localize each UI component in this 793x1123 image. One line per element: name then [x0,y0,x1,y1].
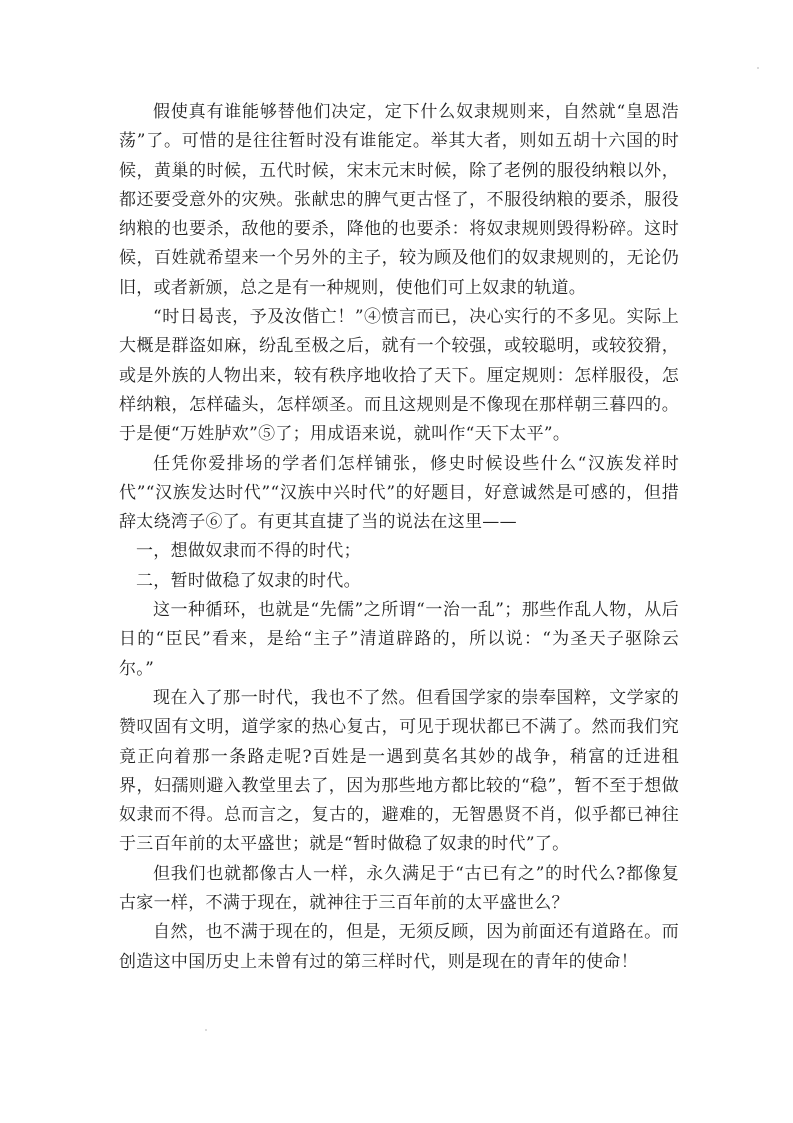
scan-speck [757,67,759,69]
essay-text [119,98,679,977]
paragraph-3: 任凭你爱排场的学者们怎样铺张，修史时候设些什么“汉族发祥时代”“汉族发达时代”“汉族中兴时代”的好题目，好意诚然是可感的，但措辞太绕湾子⑥了。有更其直捷了当的说法在这里—— [119,453,679,533]
paragraph-2: “时日曷丧，予及汝偕亡！”④愤言而已，决心实行的不多见。实际上大概是群盗如麻，纷乱至极之后，就有一个较强，或较聪明，或较狡猾，或是外族的人物出来，较有秩序地收拾了天下。厘定规则：怎样服役，怎样纳粮，怎样磕头，怎样颂圣。而且这规则是不像现在那样朝三暮四的。于是便“万姓胪欢”⑤了；用成语来说，就叫作“天下太平”。 [119,307,679,445]
scan-speck [205,1029,207,1031]
paragraph-1: 假使真有谁能够替他们决定，定下什么奴隶规则来，自然就“皇恩浩荡”了。可惜的是往往暂时没有谁能定。举其大者，则如五胡十六国的时候，黄巢的时候，五代时候，宋末元末时候，除了老例的服役纳粮以外，都还要受意外的灾殃。张献忠的脾气更古怪了，不服役纳粮的要杀，服役纳粮的也要杀，敌他的要杀，降他的也要杀：将奴隶规则毁得粉碎。这时候，百姓就希望来一个另外的主子，较为顾及他们的奴隶规则的，无论仍旧，或者新颁，总之是有一种规则，使他们可上奴隶的轨道。 [119,102,679,298]
list-item-1: 一，想做奴隶而不得的时代； [136,541,361,562]
paragraph-5: 现在入了那一时代，我也不了然。但看国学家的崇奉国粹，文学家的赞叹固有文明，道学家的热心复古，可见于现状都已不满了。然而我们究竟正向着那一条路走呢?百姓是一遇到莫名其妙的战争，稍富的迁进租界，妇孺则避入教堂里去了，因为那些地方都比较的“稳”，暂不至于想做奴隶而不得。总而言之，复古的，避难的，无智愚贤不肖，似乎都已神往于三百年前的太平盛世；就是“暂时做稳了奴隶的时代”了。 [119,687,679,855]
paragraph-7: 自然，也不满于现在的，但是，无须反顾，因为前面还有道路在。而创造这中国历史上未曾有过的第三样时代，则是现在的青年的使命！ [119,922,679,972]
paragraph-4: 这一种循环，也就是“先儒”之所谓“一治一乱”；那些作乱人物，从后日的“臣民”看来，是给“主子”清道辟路的，所以说：“为圣天子驱除云尔。” [119,600,679,679]
list-item-2: 二，暂时做稳了奴隶的时代。 [136,570,361,591]
paragraph-6: 但我们也就都像古人一样，永久满足于“古已有之”的时代么?都像复古家一样，不满于现在，就神往于三百年前的太平盛世么？ [119,863,679,914]
